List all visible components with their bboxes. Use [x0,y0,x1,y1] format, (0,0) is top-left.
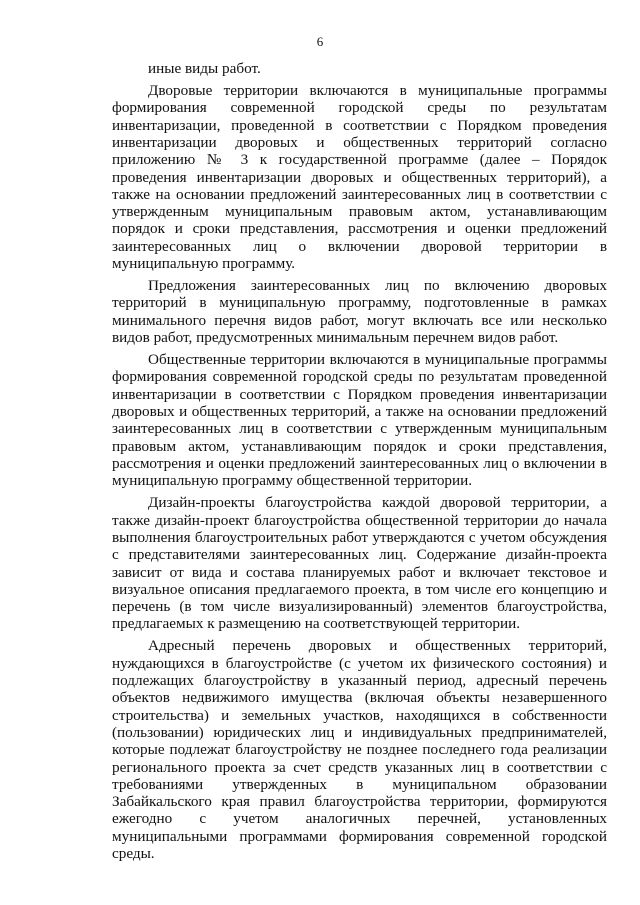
paragraph-continuation: иные виды работ. [148,60,261,77]
paragraph-public-territories: Общественные территории включаются в муниципальные программы формирования современной городской среды по результатам проведенной инвентаризации в соответствии с Порядком проведения инвентаризации дворовых и общественных территорий, а также на основании предложений заинтересованных лиц в соответствии с утвержденным муниципальным правовым актом, устанавливающим порядок и сроки представления, рассмотрения и оценки предложений заинтересованных лиц о включении в муниципальную программу общественной территории. [112,351,607,490]
document-body [112,60,607,867]
paragraph-address-list: Адресный перечень дворовых и общественных территорий, нуждающихся в благоустройстве (с учетом их физического состояния) и подлежащих благоустройству в указанный период, адресный перечень объектов недвижимого имущества (включая объекты незавершенного строительства) и земельных участков, находящихся в собственности (пользовании) юридических лиц и индивидуальных предпринимателей, которые подлежат благоустройству не позднее последнего года реализации регионального проекта за счет средств указанных лиц в соответствии с требованиями утвержденных в муниципальном образовании Забайкальского края правил благоустройства территории, формируются ежегодно с учетом аналогичных перечней, установленных муниципальными программами формирования современной городской среды. [112,637,607,863]
paragraph-yard-territories: Дворовые территории включаются в муниципальные программы формирования современной городской среды по результатам инвентаризации, проведенной в соответствии с Порядком проведения инвентаризации дворовых и общественных территорий согласно приложению № 3 к государственной программе (далее – Порядок проведения инвентаризации дворовых и общественных территорий), а также на основании предложений заинтересованных лиц в соответствии с утвержденным муниципальным правовым актом, устанавливающим порядок и сроки представления, рассмотрения и оценки предложений заинтересованных лиц о включении дворовой территории в муниципальную программу. [112,82,607,273]
paragraph-design-projects: Дизайн-проекты благоустройства каждой дворовой территории, а также дизайн-проект благоустройства общественной территории до начала выполнения благоустроительных работ утверждаются с учетом обсуждения с представителями заинтересованных лиц. Содержание дизайн-проекта зависит от вида и состава планируемых работ и включает текстовое и визуальное описания предлагаемого проекта, в том числе его концепцию и перечень (в том числе визуализированный) элементов благоустройства, предлагаемых к размещению на соответствующей территории. [112,494,607,633]
page-number: 6 [316,34,324,49]
paragraph-proposals: Предложения заинтересованных лиц по включению дворовых территорий в муниципальную программу, подготовленные в рамках минимального перечня видов работ, могут включать все или несколько видов работ, предусмотренных минимальным перечнем видов работ. [112,277,607,347]
